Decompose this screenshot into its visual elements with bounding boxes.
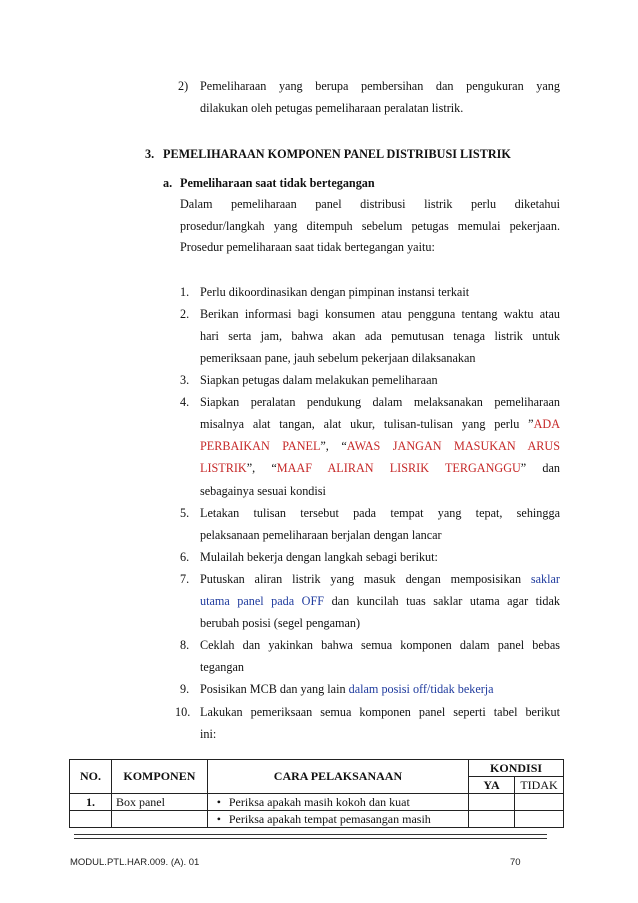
term-saklar: saklar [530, 572, 560, 586]
row-1-tidak [514, 794, 563, 811]
step-9-number: 9. [180, 682, 190, 696]
subsection-paragraph-line-2: prosedur/langkah yang ditempuh sebelum petugas memulai pekerjaan. [180, 219, 560, 233]
row-1-komponen: Box panel [111, 794, 207, 811]
row-1-ya [469, 794, 515, 811]
step-8-number: 8. [180, 638, 190, 652]
step-7-number: 7. [180, 572, 190, 586]
bullet-icon: • [216, 811, 221, 826]
step-7-line-1-text: Putuskan aliran listrik yang masuk dengan memposisikan [200, 572, 522, 586]
sign-ada: ADA [533, 417, 560, 431]
step-9-text: Posisikan MCB dan yang lain [200, 682, 349, 696]
footer-rule-top [74, 834, 547, 835]
section-number: 3. [145, 147, 155, 161]
step-4-line-1: Siapkan peralatan pendukung dalam melaksanakan pemeliharaan [200, 395, 560, 409]
step-9-line [200, 682, 494, 697]
step-10-line-1: Lakukan pemeriksaan semua komponen panel seperti tabel berikut [200, 705, 560, 719]
step-2-line-1: Berikan informasi bagi konsumen atau pengguna tentang waktu atau [200, 307, 560, 321]
header-no: NO. [70, 760, 112, 794]
sign-perbaikan-panel: PERBAIKAN PANEL [200, 439, 321, 453]
header-komponen: KOMPONEN [111, 760, 207, 794]
step-5-number: 5. [180, 506, 190, 520]
step-2-line-3: pemeriksaan pane, jauh sebelum pekerjaan dilaksanakan [200, 351, 476, 365]
step-4-line-4-end: ” dan [520, 461, 560, 475]
step-4-line-4 [200, 461, 560, 476]
term-utama-panel-off: utama panel pada OFF [200, 594, 325, 608]
step-10-number: 10. [175, 705, 191, 719]
step-5-line-2: pelaksanaan pemeliharaan berjalan dengan lancar [200, 528, 442, 542]
table-header-row [70, 760, 564, 777]
bullet-icon: • [216, 794, 221, 809]
step-7-line-2-text: dan kuncilah tuas saklar utama agar tidak [331, 594, 560, 608]
intro-line-1: Pemeliharaan yang berupa pembersihan dan pengukuran yang [200, 79, 560, 93]
row-2-no [70, 811, 112, 828]
row-2-tidak [514, 811, 563, 828]
sign-maaf-aliran-terganggu: MAAF ALIRAN LISRIK TERGANGGU [276, 461, 521, 475]
step-4-line-2 [200, 417, 560, 432]
step-4-line-3 [200, 439, 560, 454]
row-2-komponen [111, 811, 207, 828]
subsection-letter: a. [163, 176, 173, 190]
step-7-line-1 [200, 572, 560, 587]
step-8-line-1: Ceklah dan yakinkan bahwa semua komponen dalam panel bebas [200, 638, 560, 652]
step-4-line-5: sebagainya sesuai kondisi [200, 484, 326, 498]
row-1-cara-1 [207, 794, 468, 811]
step-5-line-1: Letakan tulisan tersebut pada tempat yang tepat, sehingga [200, 506, 560, 520]
term-posisi-off: dalam posisi off/tidak bekerja [348, 682, 494, 696]
step-8-line-2: tegangan [200, 660, 244, 674]
table-row [70, 794, 564, 811]
row-1-no: 1. [70, 794, 112, 811]
step-7-line-2 [200, 594, 560, 609]
header-ya: YA [469, 777, 515, 794]
row-1-cara-1-text: Periksa apakah masih kokoh dan kuat [228, 794, 410, 809]
step-1-text: Perlu dikoordinasikan dengan pimpinan instansi terkait [200, 285, 470, 299]
step-1-number: 1. [180, 285, 190, 299]
intro-line-2: dilakukan oleh petugas pemeliharaan peralatan listrik. [200, 101, 464, 115]
step-4-line-3-sep: ”, “ [320, 439, 347, 453]
subsection-paragraph-line-3: Prosedur pemeliharaan saat tidak bertegangan yaitu: [180, 240, 435, 254]
inspection-table [69, 759, 564, 828]
row-1-cara-2 [207, 811, 468, 828]
subsection-title: Pemeliharaan saat tidak bertegangan [180, 176, 375, 190]
header-kondisi: KONDISI [469, 760, 564, 777]
sign-listrik: LISTRIK [200, 461, 247, 475]
step-4-number: 4. [180, 395, 190, 409]
step-4-line-2-text: misalnya alat tangan, alat ukur, tulisan-tulisan yang perlu ” [200, 417, 534, 431]
step-6-number: 6. [180, 550, 190, 564]
footer-rule-bottom [74, 838, 547, 839]
table-row [70, 811, 564, 828]
header-cara-pelaksanaan: CARA PELAKSANAAN [207, 760, 468, 794]
step-6-text: Mulailah bekerja dengan langkah sebagi berikut: [200, 550, 438, 564]
subsection-paragraph-line-1: Dalam pemeliharaan panel distribusi listrik perlu diketahui [180, 197, 560, 211]
step-2-line-2: hari serta jam, bahwa akan ada pemutusan tenaga listrik untuk [200, 329, 560, 343]
row-2-ya [469, 811, 515, 828]
row-1-cara-2-text: Periksa apakah tempat pemasangan masih [228, 811, 431, 826]
header-tidak: TIDAK [514, 777, 563, 794]
step-4-line-4-sep: ”, “ [246, 461, 277, 475]
section-title: PEMELIHARAAN KOMPONEN PANEL DISTRIBUSI LISTRIK [163, 147, 511, 161]
footer-page-number: 70 [510, 857, 521, 868]
sign-awas-jangan-masukan-arus: AWAS JANGAN MASUKAN ARUS [346, 439, 560, 453]
step-7-line-3: berubah posisi (segel pengaman) [200, 616, 361, 630]
step-3-text: Siapkan petugas dalam melakukan pemeliharaan [200, 373, 438, 387]
step-10-line-2: ini: [200, 727, 217, 741]
step-2-number: 2. [180, 307, 190, 321]
footer-module-code: MODUL.PTL.HAR.009. (A). 01 [70, 857, 200, 868]
step-3-number: 3. [180, 373, 190, 387]
intro-number: 2) [178, 79, 189, 93]
